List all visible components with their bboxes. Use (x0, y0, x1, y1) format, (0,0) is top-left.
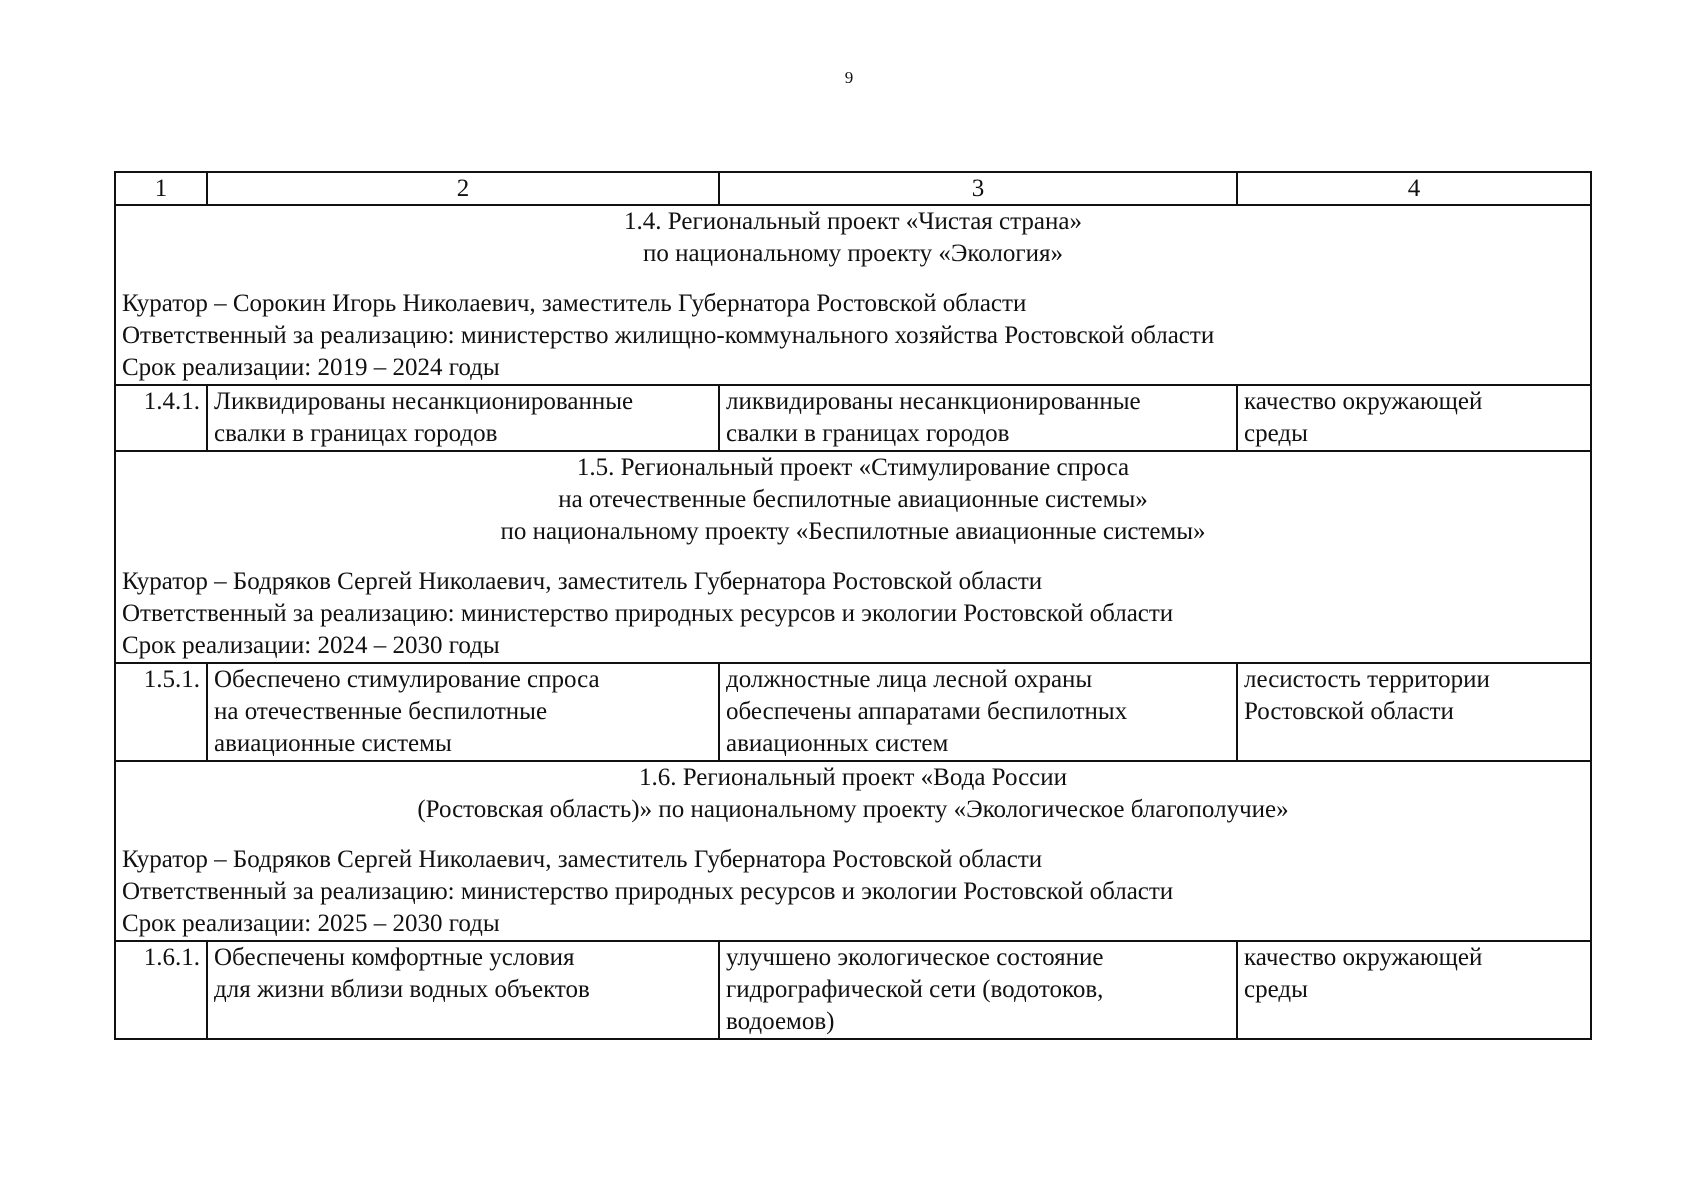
section-title: 1.4. Региональный проект «Чистая страна» по национальному проекту «Экология» (624, 208, 1082, 267)
responsible: Ответственный за реализацию: министерство природных ресурсов и экологии Ростовской области (122, 878, 1174, 905)
table-row (115, 941, 1591, 1039)
projects-table (114, 171, 1592, 1040)
item-task: Обеспечены комфортные условия для жизни вблизи водных объектов (207, 941, 719, 1039)
item-indicator: качество окружающей среды (1237, 385, 1591, 451)
term: Срок реализации: 2024 – 2030 годы (122, 632, 500, 659)
column-header-2: 2 (207, 172, 719, 205)
item-number: 1.6.1. (115, 941, 207, 1039)
section-meta (122, 844, 1584, 940)
section-row (115, 451, 1591, 663)
item-indicator: лесистость территории Ростовской области (1237, 663, 1591, 761)
column-header-4: 4 (1237, 172, 1591, 205)
section-header-1-6 (115, 761, 1591, 941)
term: Срок реализации: 2025 – 2030 годы (122, 910, 500, 937)
item-number: 1.5.1. (115, 663, 207, 761)
item-number: 1.4.1. (115, 385, 207, 451)
column-number-row (115, 172, 1591, 205)
item-result: улучшено экологическое состояние гидрографической сети (водотоков, водоемов) (719, 941, 1237, 1039)
section-header-1-5 (115, 451, 1591, 663)
section-title: 1.5. Региональный проект «Стимулирование спроса на отечественные беспилотные авиационные системы» по национальному проекту «Беспилотные авиационные системы» (500, 454, 1206, 545)
section-title: 1.6. Региональный проект «Вода России (Ростовская область)» по национальному проекту «Экологическое благополучие» (417, 764, 1289, 823)
section-row (115, 761, 1591, 941)
section-meta (122, 288, 1584, 384)
section-row (115, 205, 1591, 385)
table-row (115, 663, 1591, 761)
section-meta (122, 566, 1584, 662)
item-indicator: качество окружающей среды (1237, 941, 1591, 1039)
table-row (115, 385, 1591, 451)
curator: Куратор – Бодряков Сергей Николаевич, заместитель Губернатора Ростовской области (122, 846, 1043, 873)
column-header-3: 3 (719, 172, 1237, 205)
responsible: Ответственный за реализацию: министерство природных ресурсов и экологии Ростовской области (122, 600, 1174, 627)
item-task: Обеспечено стимулирование спроса на отечественные беспилотные авиационные системы (207, 663, 719, 761)
curator: Куратор – Бодряков Сергей Николаевич, заместитель Губернатора Ростовской области (122, 568, 1043, 595)
item-result: должностные лица лесной охраны обеспечены аппаратами беспилотных авиационных систем (719, 663, 1237, 761)
column-header-1: 1 (115, 172, 207, 205)
section-header-1-4 (115, 205, 1591, 385)
curator: Куратор – Сорокин Игорь Николаевич, заместитель Губернатора Ростовской области (122, 290, 1027, 317)
responsible: Ответственный за реализацию: министерство жилищно-коммунального хозяйства Ростовской области (122, 322, 1215, 349)
term: Срок реализации: 2019 – 2024 годы (122, 354, 500, 381)
item-result: ликвидированы несанкционированные свалки в границах городов (719, 385, 1237, 451)
page-number: 9 (844, 68, 854, 87)
item-task: Ликвидированы несанкционированные свалки в границах городов (207, 385, 719, 451)
